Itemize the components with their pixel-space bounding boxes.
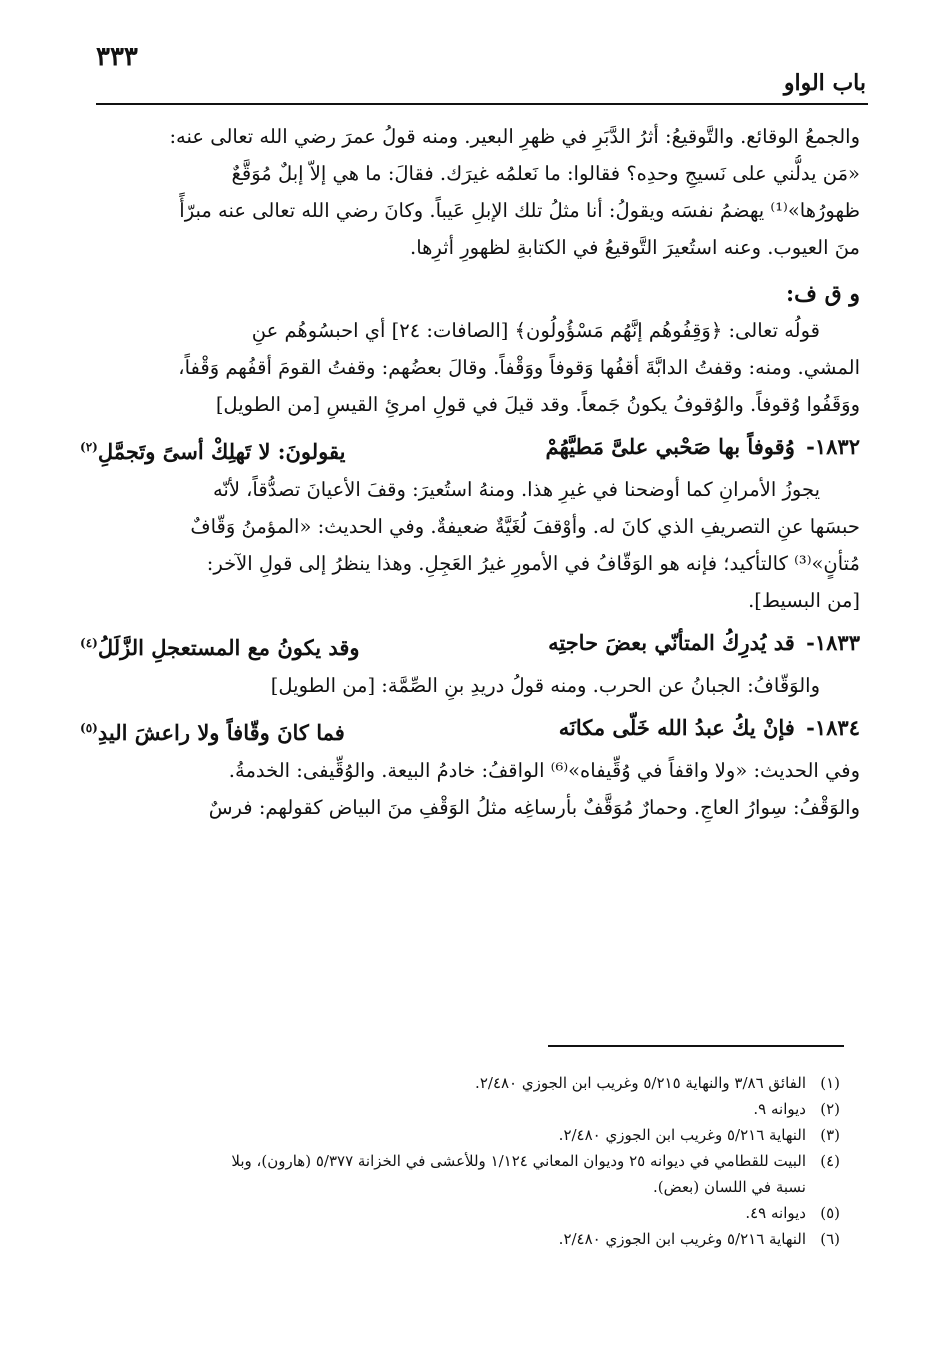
footnote-ref: (٥) bbox=[80, 721, 98, 735]
footnote-number: (٣) bbox=[820, 1126, 840, 1144]
footnote-text: النهاية ٥/٢١٦ وغريب ابن الجوزي ٢/٤٨٠. bbox=[558, 1230, 806, 1248]
header-divider bbox=[96, 103, 868, 105]
verse-number: ١٨٣٢- bbox=[806, 434, 860, 459]
hemistich-text: فإنْ يكُ عبدُ الله خَلّى مكانَه bbox=[558, 715, 795, 740]
verse-first-hemistich bbox=[546, 423, 860, 471]
hemistich-text: يقولونَ: لا تَهلِكْ أسىً وتَجمَّلِ bbox=[97, 439, 346, 464]
verse-first-hemistich bbox=[559, 704, 860, 752]
footnote-text: البيت للقطامي في ديوانه ٢٥ وديوان المعاني ١/١٢٤ وللأعشى في الخزانة ٥/٣٧٧ (هارون)، وبلا bbox=[231, 1152, 806, 1170]
footnote-number: (٢) bbox=[820, 1100, 840, 1118]
footnotes bbox=[70, 1070, 840, 1252]
main-text bbox=[80, 118, 860, 826]
page-number: ٣٣٣ bbox=[96, 42, 138, 72]
footnote bbox=[70, 1122, 840, 1148]
text-line: والوَقْفُ: سِوارُ العاجِ. وحمارٌ مُوَقَّفٌ بأرساغِه مثلُ الوَقْفِ منَ البياض كقولهم: فرسٌ bbox=[208, 796, 860, 819]
verse-second-hemistich bbox=[80, 423, 345, 471]
text-line: حبسَها عنِ التصريفِ الذي كانَ له. وأوْقفَ لُغَيَّةٌ ضعيفةٌ. وفي الحديث: «المؤمنُ وَقّافٌ bbox=[190, 515, 860, 538]
text-line: وفي الحديث: «ولا واقفاً في وُقِّيفاه»⁽⁶⁾ الواقفُ: خادمُ البيعة. والوُقِّيفى: الخدمةُ. bbox=[228, 759, 860, 782]
text-line: يجوزُ الأمرانِ كما أوضحنا في غيرِ هذا. ومنهُ استُعيرَ: وقفَ الأعيانَ تصدُّقاً، لأنّه bbox=[212, 478, 820, 501]
text-line: ووَقَفُوا وُقوفاً. والوُقوفُ يكونُ جَمعاً. وقد قيلَ في قولِ امرئِ القيسِ [من الطويل] bbox=[215, 393, 860, 416]
footnote-number: (٤) bbox=[820, 1152, 840, 1170]
footnote-text: ديوانه ٩. bbox=[753, 1100, 806, 1118]
footnote-number: (٥) bbox=[820, 1204, 840, 1222]
text-line: المشي. ومنه: وقفتُ الدابَّةَ أقفُها وَقوفاً ووَقْفاً. وقالَ بعضُهم: وقفتُ القومَ أقفُهم وَقْفاً، bbox=[178, 356, 860, 379]
verse-second-hemistich bbox=[80, 704, 345, 752]
footnote-ref: (٢) bbox=[80, 440, 98, 454]
root-heading: و ق ف: bbox=[786, 281, 860, 307]
hemistich-text: فما كانَ وقّافاً ولا راعشَ اليدِ bbox=[97, 720, 345, 745]
verse-number: ١٨٣٣- bbox=[806, 630, 860, 655]
text-line: منَ العيوب. وعنه استُعيرَ التَّوقيعُ في الكتابةِ لظهورِ أثرِها. bbox=[410, 236, 860, 259]
footnote bbox=[70, 1070, 840, 1096]
footnote bbox=[70, 1200, 840, 1226]
footnote-number: (١) bbox=[820, 1074, 840, 1092]
footnote-ref: (٤) bbox=[80, 636, 98, 650]
chapter-title: باب الواو bbox=[783, 70, 866, 96]
verse-first-hemistich bbox=[548, 619, 860, 667]
verse-number: ١٨٣٤- bbox=[806, 715, 860, 740]
verse-1833 bbox=[80, 619, 860, 667]
text-line: والوَقّافُ: الجبانُ عن الحرب. ومنه قولُ دريدِ بنِ الصِّمَّة: [من الطويل] bbox=[270, 674, 820, 697]
text-line: [من البسيط]. bbox=[748, 589, 860, 612]
footnote-continuation: نسبة في اللسان (بعض). bbox=[652, 1178, 806, 1196]
hemistich-text: وُقوفاً بها صَحْبي علىَّ مَطيَّهُمْ bbox=[545, 434, 795, 459]
verse-1834 bbox=[80, 704, 860, 752]
text-line: مُتأنٍ»⁽³⁾ كالتأكيد؛ فإنه هو الوَقّافُ في الأمورِ غيرُ العَجِلِ. وهذا ينظرُ إلى قولِ الآخر: bbox=[206, 552, 860, 575]
verse-1832 bbox=[80, 423, 860, 471]
footnote bbox=[70, 1096, 840, 1122]
text-line: قولُه تعالى: ﴿وَقِفُوهُم إنَّهُم مَسْؤُولُون﴾ [الصافات: ٢٤] أي احبسُوهُم عنِ bbox=[251, 319, 820, 342]
verse-second-hemistich bbox=[80, 619, 360, 667]
footnote bbox=[70, 1226, 840, 1252]
footnote-text: ديوانه ٤٩. bbox=[745, 1204, 806, 1222]
footnote-divider bbox=[548, 1045, 844, 1047]
text-line: ظهورُها»⁽¹⁾ يهضمُ نفسَه ويقولُ: أنا مثلُ تلك الإبلِ عَيباً. وكانَ رضي الله تعالى عنه مبرّأً bbox=[179, 199, 860, 222]
footnote-text: الفائق ٣/٨٦ والنهاية ٥/٢١٥ وغريب ابن الجوزي ٢/٤٨٠. bbox=[475, 1074, 806, 1092]
footnote-text: النهاية ٥/٢١٦ وغريب ابن الجوزي ٢/٤٨٠. bbox=[558, 1126, 806, 1144]
text-line: والجمعُ الوقائع. والتَّوقيعُ: أثرُ الدَّبَرِ في ظهرِ البعير. ومنه قولُ عمرَ رضي الله تعالى عنه: bbox=[169, 125, 860, 148]
text-line: «مَن يدلُّني على نَسيجِ وحدِه؟ فقالوا: ما نَعلمُه غيرَك. فقالَ: ما هي إلاّ إبلٌ مُوَقَّعٌ bbox=[231, 162, 860, 185]
footnote bbox=[70, 1148, 840, 1174]
footnote-number: (٦) bbox=[820, 1230, 840, 1248]
hemistich-text: قد يُدرِكُ المتأنّي بعضَ حاجتِه bbox=[548, 630, 795, 655]
hemistich-text: وقد يكونُ مع المستعجلِ الزَّلَلُ bbox=[97, 635, 360, 660]
